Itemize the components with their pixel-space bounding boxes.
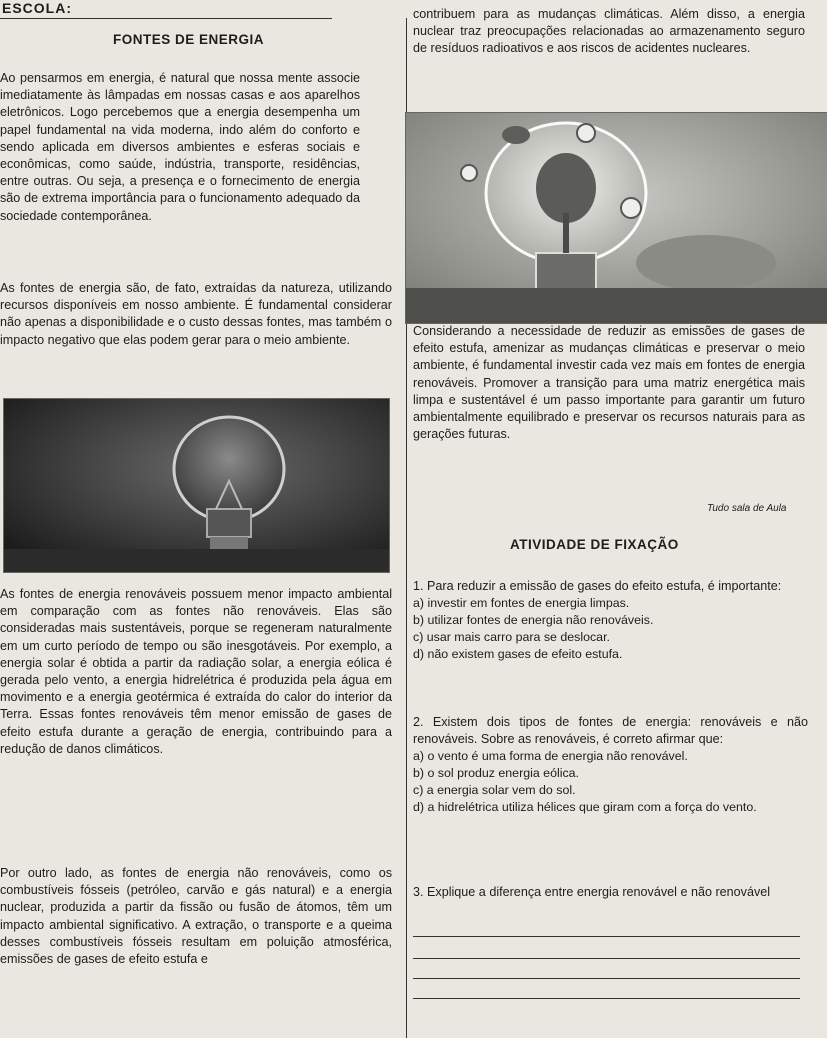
eco-lightbulb-illustration xyxy=(405,112,827,324)
question-2 xyxy=(413,714,808,816)
paragraph-conclusion: Considerando a necessidade de reduzir as emissões de gases de efeito estufa, amenizar as mudanças climáticas e preservar o meio ambiente, é fundamental investir cada vez mais em fontes de energia renováveis. Promover a transição para uma matriz energética mais limpa e sustentável é um passo importante para garantir um futuro ambientalmente equilibrado e preservar os recursos naturais para as gerações futuras. xyxy=(413,324,805,442)
source-credit: Tudo sala de Aula xyxy=(707,503,787,514)
paragraph-intro: Ao pensarmos em energia, é natural que nossa mente associe imediatamente às lâmpadas em nossas casas e aos aparelhos eletrônicos. Logo percebemos que a energia desempenha um papel fundamental na vida moderna, indo além do conforto e sendo aplicada em diversos ambientes e esferas sociais e econômicas, como saúde, indústria, transporte, residências, entre outras. Ou seja, a presença e o fornecimento de energia são de extrema importância para o funcionamento adequado da sociedade contemporânea. xyxy=(0,71,360,223)
question-1-option-b[interactable]: b) utilizar fontes de energia não renováveis. xyxy=(413,613,654,628)
question-2-option-d[interactable]: d) a hidrelétrica utiliza hélices que giram com a força do vento. xyxy=(413,800,757,815)
eco-lightbulb-icon xyxy=(406,113,827,323)
question-2-option-a[interactable]: a) o vento é uma forma de energia não renovável. xyxy=(413,749,688,764)
question-3 xyxy=(413,884,813,901)
school-label: ESCOLA: xyxy=(2,0,72,16)
question-2-option-c[interactable]: c) a energia solar vem do sol. xyxy=(413,783,576,798)
activity-title: ATIVIDADE DE FIXAÇÃO xyxy=(510,537,679,552)
paragraph-sources: As fontes de energia são, de fato, extraídas da natureza, utilizando recursos disponíveis em nosso ambiente. É fundamental considerar não apenas a disponibilidade e o custo dessas fontes, mas também o impacto negativo que elas podem gerar para o meio ambiente. xyxy=(0,281,392,347)
dark-lightbulb-illustration xyxy=(3,398,390,573)
paragraph-renewable: As fontes de energia renováveis possuem menor impacto ambiental em comparação com as fontes não renováveis. Elas são consideradas mais sustentáveis, porque se regeneram naturalmente em um curto período de tempo ou são inesgotáveis. Por exemplo, a energia solar é obtida a partir da radiação solar, a energia eólica é gerada pelo vento, a energia hidrelétrica é produzida pela água em movimento e a energia geotérmica é extraída do calor do interior da Terra. Essas fontes renováveis têm menor emissão de gases de efeito estufa durante a geração de energia, contribuindo para a redução de danos climáticos. xyxy=(0,587,392,756)
question-2-option-b[interactable]: b) o sol produz energia eólica. xyxy=(413,766,579,781)
question-2-stem: 2. Existem dois tipos de fontes de energia: renováveis e não renováveis. Sobre as renováveis, é correto afirmar que: xyxy=(413,715,808,747)
paragraph-nonrenewable: Por outro lado, as fontes de energia não renováveis, como os combustíveis fósseis (petróleo, carvão e gás natural) e a energia nuclear, produzida a partir da fissão ou fusão de átomos, têm um impacto ambiental significativo. A extração, o transporte e a queima desses combustíveis fósseis resultam em poluição atmosférica, emissões de gases de efeito estufa e xyxy=(0,866,392,967)
paragraph-nuclear: contribuem para as mudanças climáticas. Além disso, a energia nuclear traz preocupações relacionadas ao armazenamento seguro de resíduos radioativos e aos riscos de acidentes nucleares. xyxy=(413,7,805,56)
question-1-option-c[interactable]: c) usar mais carro para se deslocar. xyxy=(413,630,610,645)
question-1-stem: 1. Para reduzir a emissão de gases do efeito estufa, é importante: xyxy=(413,579,782,593)
answer-line-4[interactable] xyxy=(413,998,800,999)
school-name-line[interactable] xyxy=(0,18,332,19)
question-1 xyxy=(413,578,808,663)
answer-line-1[interactable] xyxy=(413,936,800,937)
dark-lightbulb-icon xyxy=(4,399,389,572)
question-1-option-a[interactable]: a) investir em fontes de energia limpas. xyxy=(413,596,630,611)
question-1-option-d[interactable]: d) não existem gases de efeito estufa. xyxy=(413,647,623,662)
answer-line-2[interactable] xyxy=(413,958,800,959)
article-title: FONTES DE ENERGIA xyxy=(113,32,265,47)
answer-line-3[interactable] xyxy=(413,978,800,979)
question-3-stem: 3. Explique a diferença entre energia renovável e não renovável xyxy=(413,885,771,899)
